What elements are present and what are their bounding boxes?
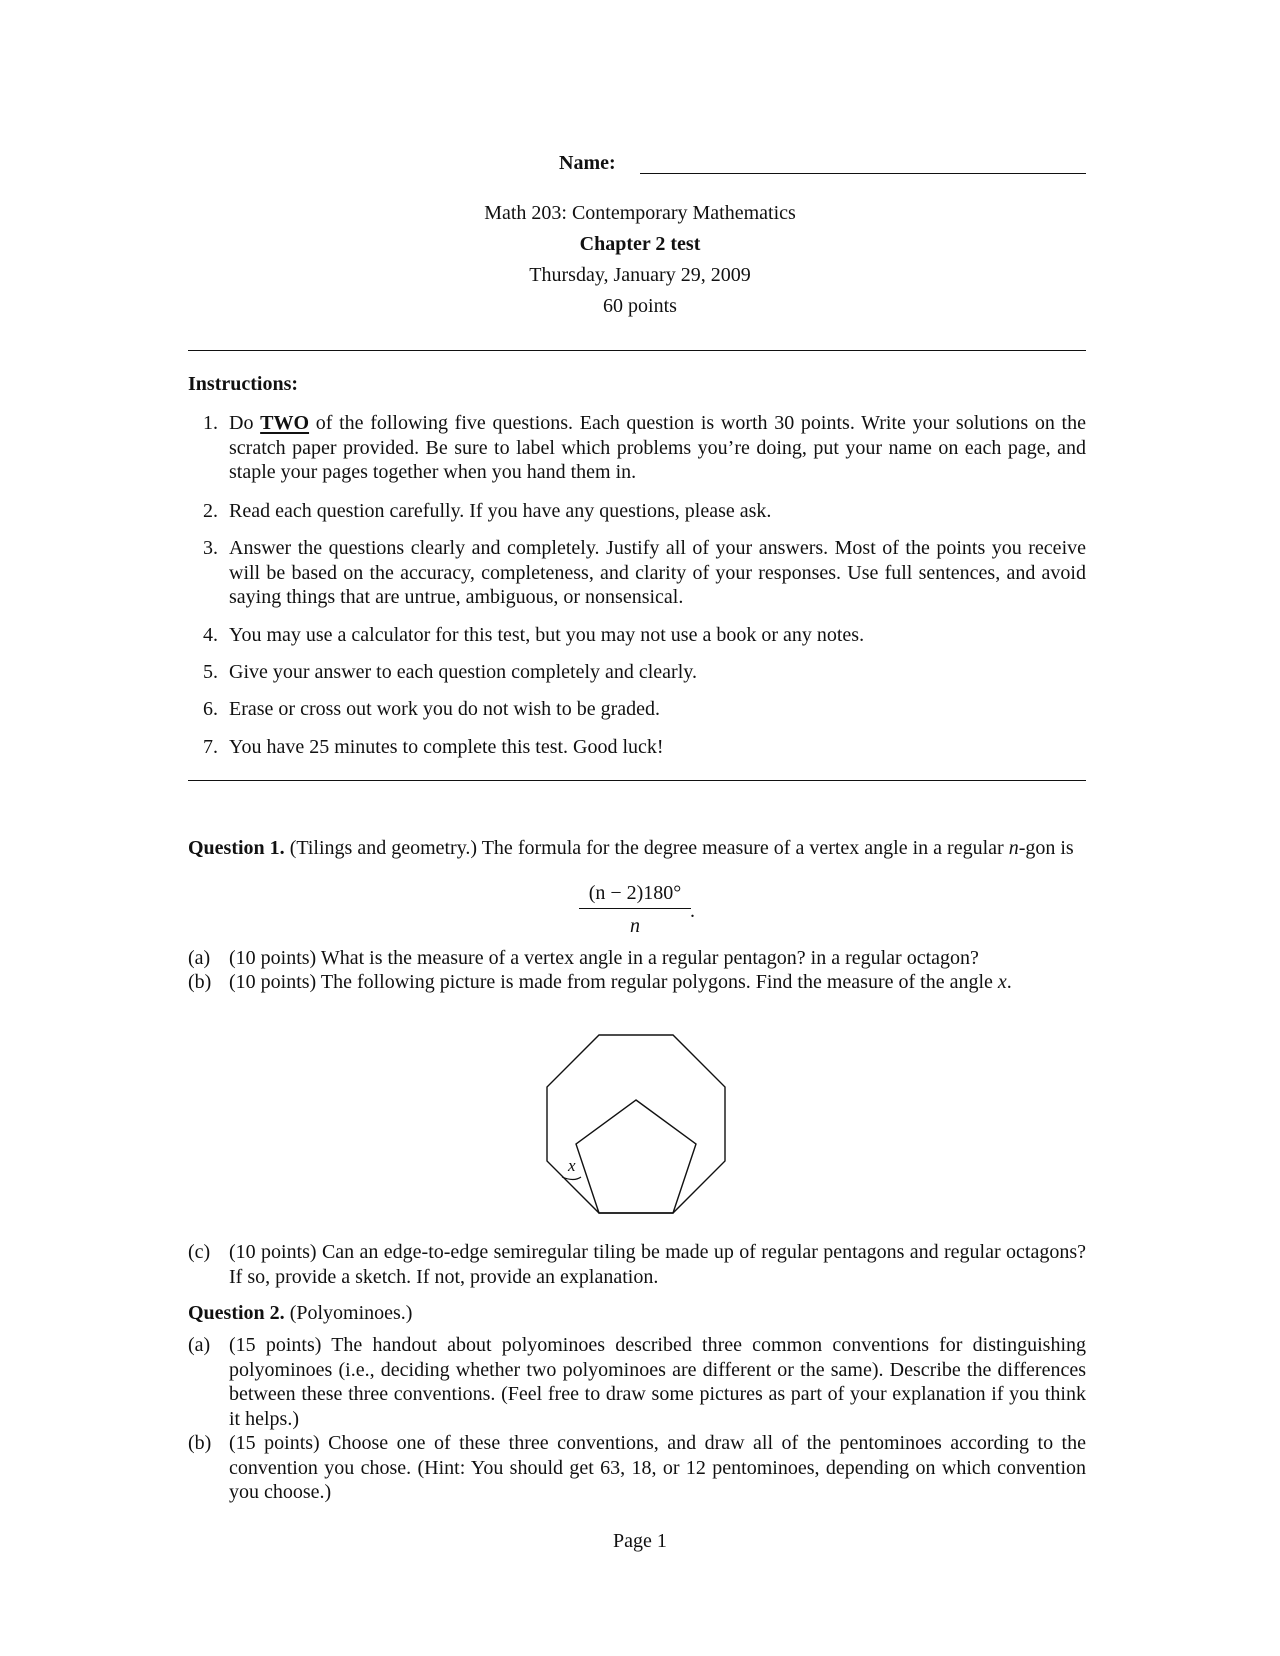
- instruction-text: Read each question carefully. If you have any questions, please ask.: [229, 500, 772, 522]
- vertex-angle-formula: [579, 882, 691, 938]
- part-text: (15 points) The handout about polyominoes described three common conventions for distinguishing polyominoes (i.e., deciding whether two polyominoes are different or the same). Describe the differences between these three conventions. (Feel free to draw some pictures as part of your explanation if you think it helps.): [229, 1334, 1086, 1430]
- instructions-heading: Instructions:: [188, 373, 299, 395]
- instruction-text: Do TWO of the following five questions. Each question is worth 30 points. Write your solutions on the scratch paper provided. Be sure to label which problems you’re doing, put your name on each page, and staple your pages together when you hand them in.: [229, 412, 1086, 483]
- divider-bottom: [188, 780, 1086, 781]
- instruction-text: Erase or cross out work you do not wish to be graded.: [229, 698, 661, 720]
- test-date: Thursday, January 29, 2009: [529, 264, 751, 286]
- part-number: (b): [188, 971, 212, 993]
- name-label: Name:: [559, 152, 616, 174]
- question-1-label: Question 1.: [188, 837, 285, 859]
- instruction-number: 7.: [203, 736, 218, 758]
- part-text: (10 points) Can an edge-to-edge semiregular tiling be made up of regular pentagons and regular octagons? If so, provide a sketch. If not, provide an explanation.: [229, 1241, 1086, 1288]
- instruction-number: 5.: [203, 661, 218, 683]
- part-number: (b): [188, 1432, 212, 1454]
- part-text: (10 points) What is the measure of a vertex angle in a regular pentagon? in a regular octagon?: [229, 947, 979, 969]
- part-text: (15 points) Choose one of these three conventions, and draw all of the pentominoes according to the convention you chose. (Hint: You should get 63, 18, or 12 pentominoes, depending on which convention you choose.): [229, 1432, 1086, 1503]
- part-number: (a): [188, 1334, 211, 1356]
- question-1-part-c: [188, 1240, 1086, 1290]
- instruction-number: 1.: [203, 412, 218, 434]
- instruction-number: 2.: [203, 500, 218, 522]
- page-number: Page 1: [613, 1530, 667, 1552]
- regular-pentagon: [576, 1100, 696, 1213]
- instruction-text: Give your answer to each question completely and clearly.: [229, 661, 697, 683]
- instruction-item: [188, 411, 1086, 486]
- test-title: Chapter 2 test: [579, 233, 701, 255]
- instruction-text: You may use a calculator for this test, but you may not use a book or any notes.: [229, 624, 865, 646]
- instruction-text: You have 25 minutes to complete this test. Good luck!: [229, 736, 664, 758]
- regular-octagon: [547, 1035, 725, 1213]
- octagon-pentagon-figure: [540, 1030, 740, 1222]
- course-title: Math 203: Contemporary Mathematics: [484, 202, 796, 224]
- part-text: (10 points) The following picture is made from regular polygons. Find the measure of the angle x.: [229, 971, 1012, 993]
- divider-top: [188, 350, 1086, 351]
- fraction-bar: [579, 908, 691, 909]
- part-number: (a): [188, 947, 211, 969]
- formula-numerator: (n − 2)180°: [588, 882, 682, 904]
- formula-denominator: n: [630, 915, 640, 937]
- instruction-number: 6.: [203, 698, 218, 720]
- question-2-part-b: [188, 1431, 1086, 1506]
- part-number: (c): [188, 1241, 211, 1263]
- name-blank-line[interactable]: [640, 173, 1086, 174]
- emphasis-two: TWO: [260, 412, 310, 434]
- instruction-number: 4.: [203, 624, 218, 646]
- angle-x-label: x: [568, 1156, 576, 1175]
- question-2-part-a: [188, 1333, 1086, 1433]
- formula-period: .: [690, 900, 695, 922]
- question-2-label: Question 2.: [188, 1302, 285, 1324]
- total-points: 60 points: [603, 295, 677, 317]
- instruction-number: 3.: [203, 537, 218, 559]
- instruction-text: Answer the questions clearly and completely. Justify all of your answers. Most of the points you receive will be based on the accuracy, completeness, and clarity of your responses. Use full sentences, and avoid saying things that are untrue, ambiguous, or nonsensical.: [229, 537, 1086, 608]
